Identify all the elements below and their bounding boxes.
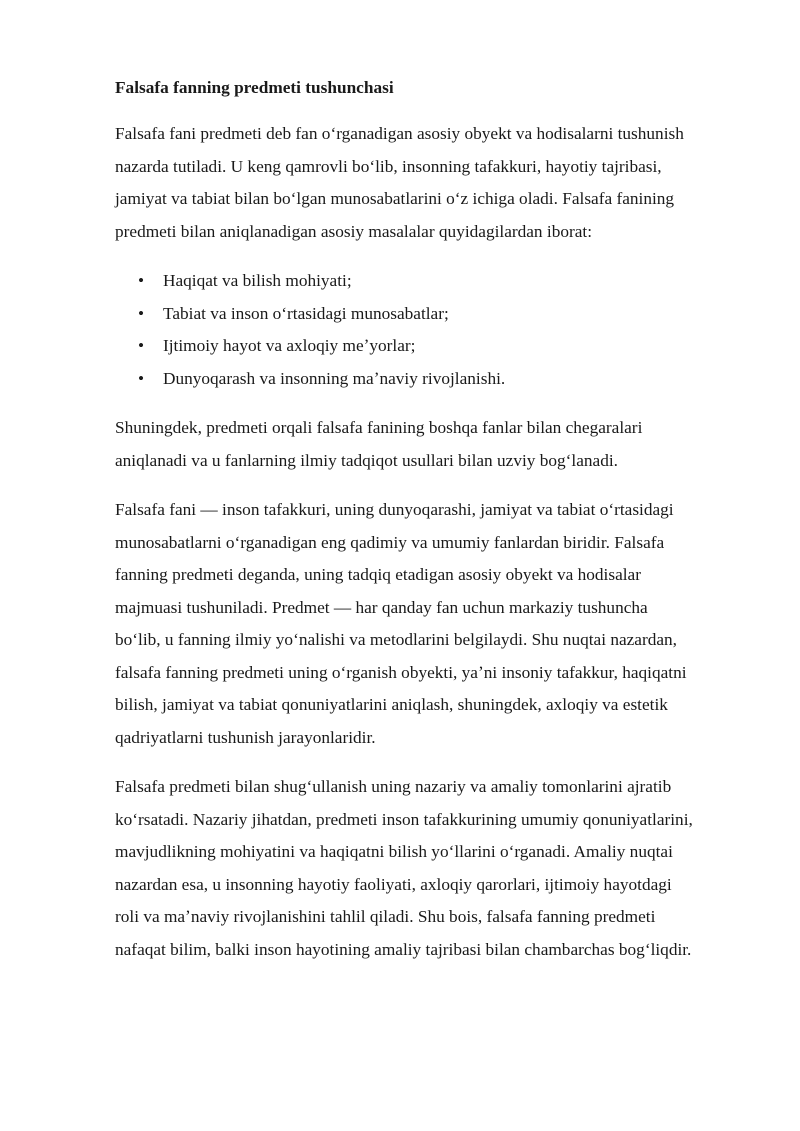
- paragraph-3: Falsafa fani — inson tafakkuri, uning dunyoqarashi, jamiyat va tabiat oʻrtasidagi munosabatlarni oʻrganadigan eng qadimiy va umumiy fanlardan biridir. Falsafa fanning predmeti deganda, uning tadqiq etadigan asosiy obyekt va hodisalar majmuasi tushuniladi. Predmet — har qanday fan uchun markaziy tushuncha boʻlib, u fanning ilmiy yoʻnalishi va metodlarini belgilaydi. Shu nuqtai nazardan, falsafa fanning predmeti uning oʻrganish obyekti, yaʼni insoniy tafakkur, haqiqatni bilish, jamiyat va tabiat qonuniyatlarini aniqlash, shuningdek, axloqiy va estetik qadriyatlarni tushunish jarayonlaridir.: [115, 500, 687, 747]
- bullet-icon: •: [138, 368, 145, 388]
- intro-paragraph: Falsafa fani predmeti deb fan oʻrganadigan asosiy obyekt va hodisalarni tushunish nazarda tutiladi. U keng qamrovli boʻlib, insonning tafakkuri, hayotiy tajribasi, jamiyat va tabiat bilan boʻlgan munosabatlarini oʻz ichiga oladi. Falsafa fanining predmeti bilan aniqlanadigan asosiy masalalar quyidagilardan iborat:: [115, 124, 684, 241]
- bullet-text: Haqiqat va bilish mohiyati;: [163, 271, 352, 290]
- bullet-item: [115, 298, 695, 331]
- bullet-text: Ijtimoiy hayot va axloqiy meʼyorlar;: [163, 336, 416, 355]
- paragraph-4: Falsafa predmeti bilan shugʻullanish uning nazariy va amaliy tomonlarini ajratib koʻrsatadi. Nazariy jihatdan, predmeti inson tafakkurining umumiy qonuniyatlarini, mavjudlikning mohiyatini va haqiqatni bilish yoʻllarini oʻrganadi. Amaliy nuqtai nazardan esa, u insonning hayotiy faoliyati, axloqiy qarorlari, ijtimoiy hayotdagi roli va maʼnaviy rivojlanishini tahlil qiladi. Shu bois, falsafa fanning predmeti nafaqat bilim, balki inson hayotining amaliy tajribasi bilan chambarchas bogʻliqdir.: [115, 777, 693, 959]
- document-title: Falsafa fanning predmeti tushunchasi: [115, 78, 394, 97]
- bullet-icon: •: [138, 303, 145, 323]
- bullet-icon: •: [138, 336, 145, 355]
- paragraph-2: Shuningdek, predmeti orqali falsafa fanining boshqa fanlar bilan chegaralari aniqlanadi va u fanlarning ilmiy tadqiqot usullari bilan uzviy bogʻlanadi.: [115, 418, 643, 470]
- bullet-text: Dunyoqarash va insonning maʼnaviy rivojlanishi.: [163, 368, 506, 388]
- bullet-text: Tabiat va inson oʻrtasidagi munosabatlar;: [163, 303, 449, 323]
- document-body: [115, 74, 695, 983]
- bullet-icon: •: [138, 271, 145, 290]
- bullet-item: [115, 363, 695, 396]
- bullet-list: [115, 265, 695, 395]
- bullet-item: [115, 265, 695, 298]
- bullet-item: [115, 330, 695, 363]
